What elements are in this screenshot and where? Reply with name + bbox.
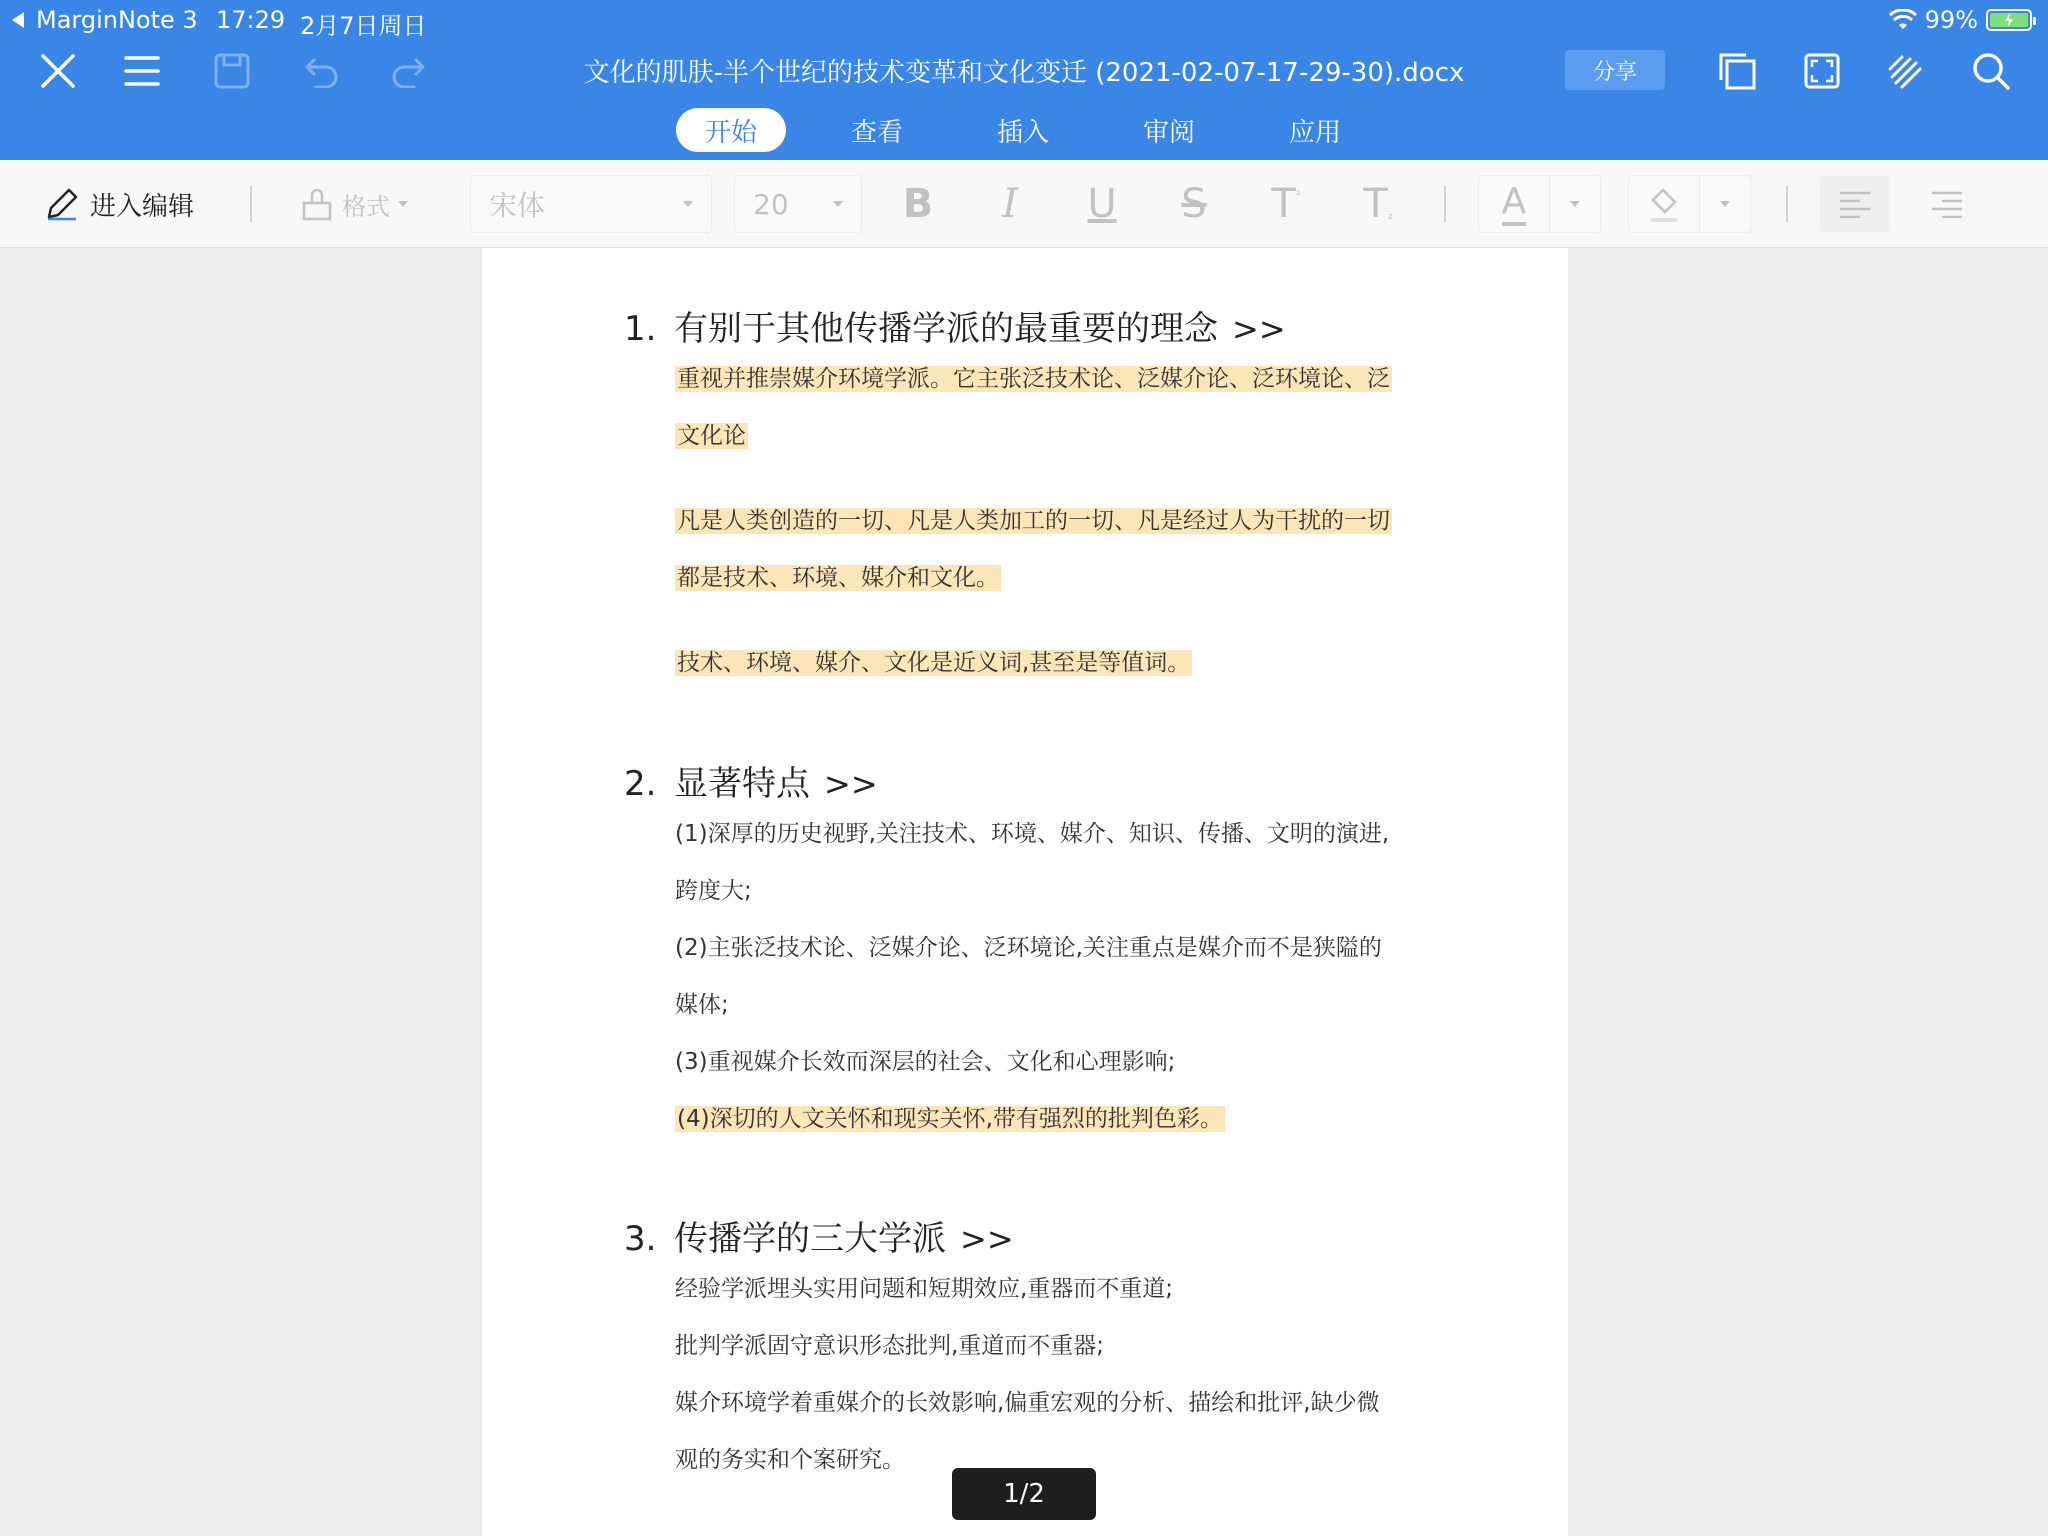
paragraph-line: (1)深厚的历史视野,关注技术、环境、媒介、知识、传播、文明的演进, bbox=[675, 821, 1390, 847]
fullscreen-button[interactable] bbox=[1797, 46, 1847, 96]
paragraph-line: 经验学派埋头实用问题和短期效应,重器而不重道; bbox=[675, 1276, 1174, 1302]
paragraph-line: 批判学派固守意识形态批判,重道而不重器; bbox=[675, 1333, 1105, 1359]
paragraph-line: 跨度大; bbox=[675, 878, 752, 904]
handwriting-button[interactable] bbox=[1881, 46, 1931, 96]
align-left-button[interactable] bbox=[1820, 160, 1890, 248]
ribbon-tabs bbox=[0, 106, 2048, 154]
font-family-value: 宋体 bbox=[489, 189, 546, 222]
highlight-color-control bbox=[1628, 175, 1751, 233]
section-arrow: >> bbox=[960, 1220, 1014, 1258]
share-button[interactable]: 分享 bbox=[1565, 50, 1665, 90]
section-arrow: >> bbox=[824, 765, 878, 803]
chevron-down-icon bbox=[398, 201, 408, 207]
italic-button[interactable]: I bbox=[1002, 181, 1018, 227]
paragraph-line: (2)主张泛技术论、泛媒介论、泛环境论,关注重点是媒介而不是狭隘的 bbox=[675, 935, 1382, 961]
battery-percent: 99% bbox=[1924, 6, 1978, 34]
section-number: 2. bbox=[624, 764, 657, 804]
enter-edit-button[interactable] bbox=[44, 160, 194, 248]
strikethrough-button[interactable]: S bbox=[1181, 181, 1207, 227]
menu-button[interactable] bbox=[117, 46, 167, 96]
section-arrow: >> bbox=[1232, 310, 1286, 348]
pencil-icon bbox=[44, 186, 80, 222]
redo-icon bbox=[390, 54, 426, 88]
status-time: 17:29 bbox=[216, 6, 286, 34]
bold-button[interactable]: B bbox=[902, 181, 934, 227]
menu-icon bbox=[124, 55, 160, 87]
fullscreen-icon bbox=[1803, 52, 1841, 90]
copy-windows-icon bbox=[1718, 52, 1756, 90]
paragraph-line: (3)重视媒介长效而深层的社会、文化和心理影响; bbox=[675, 1049, 1176, 1075]
font-family-select[interactable] bbox=[470, 175, 712, 233]
paragraph-line: 都是技术、环境、媒介和文化。 bbox=[677, 565, 999, 591]
search-button[interactable] bbox=[1966, 46, 2016, 96]
font-size-select[interactable] bbox=[734, 175, 862, 233]
section-number: 1. bbox=[624, 309, 657, 349]
document-page bbox=[482, 248, 1568, 1536]
format-label: 格式 bbox=[342, 192, 390, 221]
pen-gesture-icon bbox=[1886, 51, 1926, 91]
document-title: 文化的肌肤-半个世纪的技术变革和文化变迁 (2021-02-07-17-29-30).docx bbox=[583, 58, 1465, 88]
back-arrow-icon bbox=[12, 12, 24, 28]
superscript-marker-icon: ² bbox=[1295, 188, 1301, 202]
format-painter-icon bbox=[300, 187, 334, 221]
font-size-value: 20 bbox=[753, 187, 789, 221]
battery-icon bbox=[1986, 9, 2032, 31]
chevron-down-icon bbox=[833, 201, 843, 207]
section-title: 有别于其他传播学派的最重要的理念 bbox=[674, 309, 1218, 349]
search-icon bbox=[1971, 51, 2011, 91]
superscript-button[interactable] bbox=[1256, 160, 1316, 248]
tab-apps[interactable]: 应用 bbox=[1288, 117, 1341, 148]
subscript-button[interactable] bbox=[1348, 160, 1408, 248]
tab-start[interactable]: 开始 bbox=[676, 108, 786, 152]
format-painter-button[interactable] bbox=[300, 160, 408, 248]
font-color-button[interactable] bbox=[1479, 176, 1549, 232]
close-button[interactable] bbox=[33, 46, 83, 96]
undo-button[interactable] bbox=[297, 46, 347, 96]
close-icon bbox=[40, 53, 76, 89]
align-right-icon bbox=[1930, 190, 1964, 218]
paragraph-line: 凡是人类创造的一切、凡是人类加工的一切、凡是经过人为干扰的一切 bbox=[677, 508, 1390, 534]
page-indicator: 1/2 bbox=[952, 1468, 1096, 1520]
app-header bbox=[0, 0, 2048, 160]
section-heading bbox=[624, 301, 1286, 350]
back-to-app-link[interactable] bbox=[12, 6, 198, 34]
font-color-control bbox=[1478, 175, 1601, 233]
wifi-icon bbox=[1889, 9, 1917, 31]
align-right-button[interactable] bbox=[1912, 160, 1982, 248]
section-title: 传播学的三大学派 bbox=[674, 1219, 946, 1259]
paragraph-line: 观的务实和个案研究。 bbox=[675, 1447, 905, 1473]
multi-window-button[interactable] bbox=[1712, 46, 1762, 96]
superscript-glyph: T bbox=[1271, 181, 1296, 227]
subscript-glyph: T bbox=[1363, 181, 1388, 227]
underline-button[interactable]: U bbox=[1087, 181, 1117, 227]
formatting-toolbar bbox=[0, 160, 2048, 248]
paragraph-line: 重视并推崇媒介环境学派。它主张泛技术论、泛媒介论、泛环境论、泛 bbox=[677, 366, 1390, 392]
status-bar bbox=[0, 0, 2048, 40]
highlight-color-button[interactable] bbox=[1629, 176, 1699, 232]
chevron-down-icon bbox=[1570, 201, 1580, 207]
enter-edit-label: 进入编辑 bbox=[90, 191, 195, 222]
tab-insert[interactable]: 插入 bbox=[996, 117, 1049, 148]
subscript-marker-icon: ₂ bbox=[1387, 208, 1393, 222]
paragraph-line: 文化论 bbox=[677, 423, 746, 449]
paragraph-line: 媒体; bbox=[675, 992, 729, 1018]
paragraph-line: (4)深切的人文关怀和现实关怀,带有强烈的批判色彩。 bbox=[677, 1106, 1223, 1132]
paragraph-line: 媒介环境学着重媒介的长效影响,偏重宏观的分析、描绘和批评,缺少微 bbox=[675, 1390, 1380, 1416]
highlight-color-dropdown[interactable] bbox=[1700, 176, 1750, 232]
redo-button[interactable] bbox=[383, 46, 433, 96]
chevron-down-icon bbox=[1720, 201, 1730, 207]
tab-view[interactable]: 查看 bbox=[850, 117, 903, 148]
chevron-down-icon bbox=[683, 201, 693, 207]
font-color-glyph: A bbox=[1502, 182, 1527, 226]
status-date: 2月7日周日 bbox=[300, 12, 427, 40]
font-color-dropdown[interactable] bbox=[1550, 176, 1600, 232]
paragraph-line: 技术、环境、媒介、文化是近义词,甚至是等值词。 bbox=[677, 650, 1191, 676]
toolbar-divider bbox=[1444, 186, 1446, 222]
undo-icon bbox=[304, 54, 340, 88]
toolbar-divider bbox=[1786, 186, 1788, 222]
section-heading bbox=[624, 756, 878, 805]
align-left-icon bbox=[1838, 190, 1872, 218]
save-icon bbox=[214, 53, 250, 89]
section-number: 3. bbox=[624, 1219, 657, 1259]
tab-review[interactable]: 审阅 bbox=[1142, 117, 1195, 148]
save-button[interactable] bbox=[207, 46, 257, 96]
paint-bucket-icon bbox=[1647, 184, 1681, 224]
section-heading bbox=[624, 1211, 1014, 1260]
section-title: 显著特点 bbox=[674, 764, 810, 804]
toolbar-divider bbox=[250, 186, 252, 222]
back-app-label: MarginNote 3 bbox=[36, 6, 198, 34]
